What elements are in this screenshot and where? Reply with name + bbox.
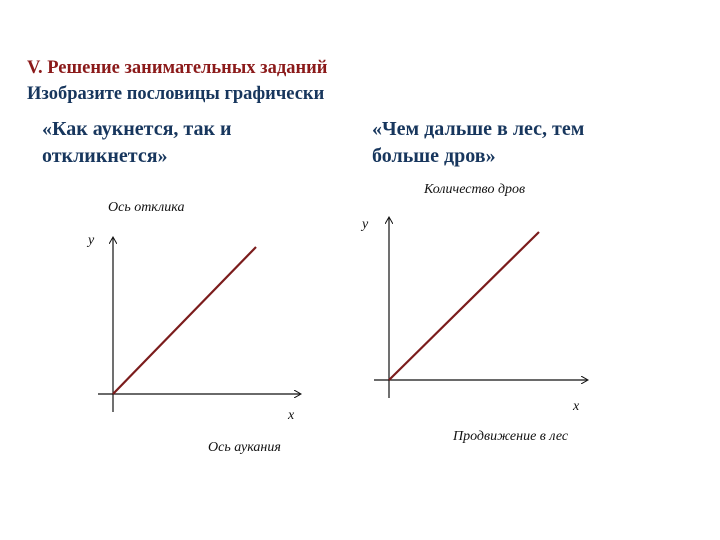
proverb-left-line2: откликнется»: [42, 145, 168, 167]
proverb-right-line1: «Чем дальше в лес, тем: [372, 118, 585, 140]
graph-right: [360, 182, 587, 444]
slide-title: V. Решение занимательных заданий: [27, 58, 328, 78]
graph-left: [86, 200, 300, 455]
left-y-axis-name: Ось отклика: [108, 200, 185, 215]
proverb-right-line2: больше дров»: [372, 145, 496, 167]
left-x-axis-name: Ось аукания: [208, 440, 281, 455]
right-x-var-label: x: [573, 399, 580, 414]
slide-subtitle: Изобразите пословицы графически: [27, 84, 325, 104]
left-graph-line: [113, 247, 256, 394]
left-y-var-label: y: [88, 233, 95, 248]
right-x-axis-name: Продвижение в лес: [453, 429, 569, 444]
proverb-left-line1: «Как аукнется, так и: [42, 118, 232, 140]
right-y-axis-name: Количество дров: [424, 182, 526, 197]
left-x-var-label: x: [288, 408, 295, 423]
right-graph-line: [389, 232, 539, 380]
right-y-var-label: y: [362, 217, 369, 232]
